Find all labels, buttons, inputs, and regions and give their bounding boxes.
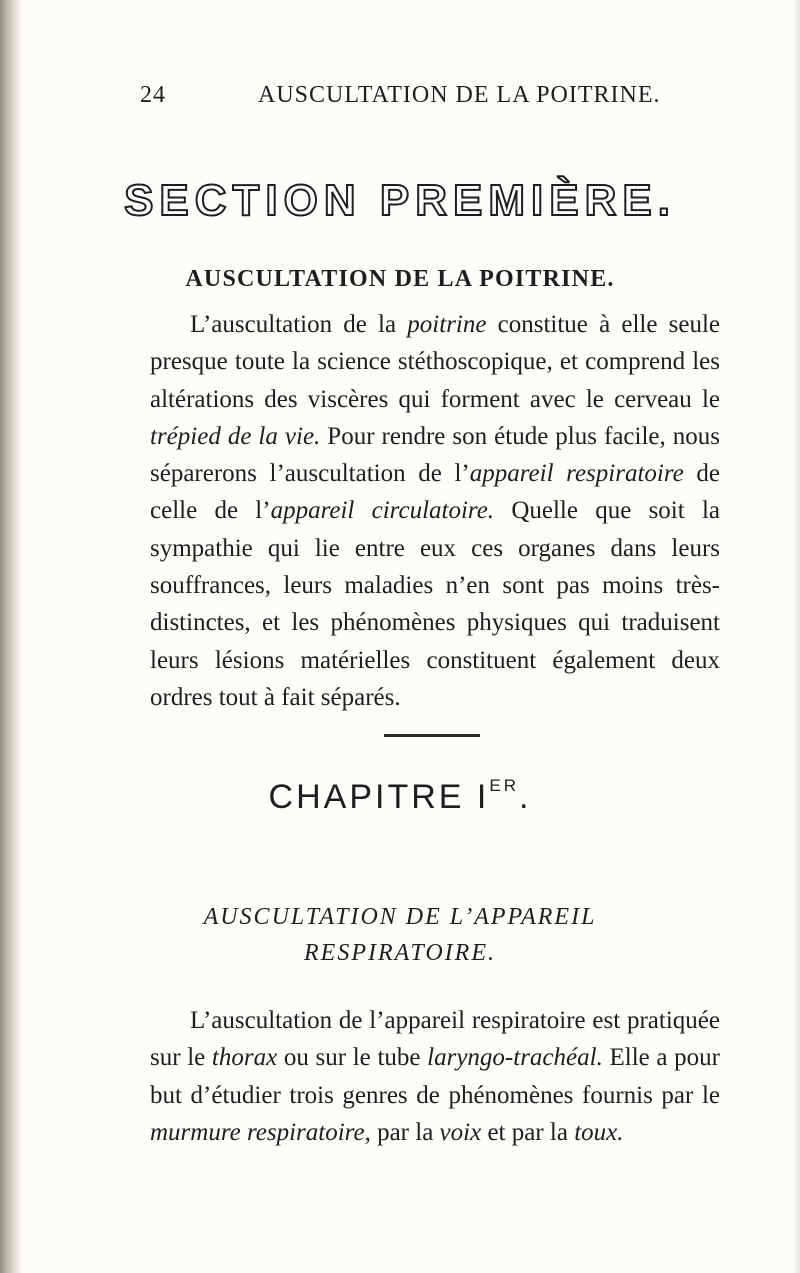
- chapter-subtitle-line-2: RESPIRATOIRE.: [304, 940, 496, 966]
- italic-term: murmure respiratoire,: [150, 1118, 371, 1146]
- body-paragraph-1: [150, 306, 720, 716]
- text-run: ou sur le tube: [277, 1044, 428, 1072]
- text-run: de celle de l’: [150, 460, 720, 525]
- running-head: [140, 82, 720, 112]
- section-subtitle: AUSCULTATION DE LA POITRINE.: [185, 266, 615, 292]
- italic-term: laryngo-trachéal.: [427, 1044, 603, 1072]
- text-run: par la: [370, 1118, 440, 1146]
- chapter-title: [0, 778, 800, 817]
- chapter-title-text: CHAPITRE I: [268, 778, 490, 816]
- italic-term: trépied de la vie.: [150, 422, 321, 450]
- text-run: Elle a pour but d’étudier trois genres de phénomènes fournis par le: [150, 1044, 720, 1109]
- text-run: L’auscultation de la: [190, 311, 408, 338]
- italic-term: thorax: [211, 1044, 278, 1072]
- text-run: L’auscultation de l’appareil respiratoire est pratiquée sur le: [150, 1007, 720, 1072]
- chapter-subtitle-line-1: AUSCULTATION DE L’APPAREIL: [203, 904, 597, 930]
- page-number: 24: [140, 82, 166, 108]
- text-run: Pour rendre son étude plus facile, nous séparerons l’auscultation de l’: [150, 422, 720, 488]
- italic-term: voix: [439, 1118, 482, 1146]
- italic-term: toux.: [574, 1118, 624, 1146]
- chapter-title-end: .: [518, 778, 532, 816]
- italic-term: appareil respiratoire: [469, 460, 684, 488]
- text-run: constitue à elle seule presque toute la science stéthoscopique, et comprend les altérations des viscères qui forment avec le cerveau le: [150, 311, 720, 413]
- separator-rule: [384, 734, 480, 737]
- running-title: AUSCULTATION DE LA POITRINE.: [258, 82, 661, 108]
- text-run: Quelle que soit la sympathie qui lie entre eux ces organes dans leurs souffrances, leurs maladies n’en sont pas moins très-distinctes, et les phénomènes physiques qui traduisent leurs lésions matérielles constituent également deux ordres tout à fait séparés.: [150, 497, 720, 711]
- section-title: SECTION PREMIÈRE.: [124, 176, 676, 225]
- italic-term: poitrine: [407, 311, 487, 338]
- italic-term: appareil circulatoire.: [270, 497, 495, 525]
- chapter-title-superscript: ER: [489, 776, 519, 795]
- text-run: et par la: [481, 1118, 575, 1146]
- body-paragraph-2: [150, 1002, 720, 1151]
